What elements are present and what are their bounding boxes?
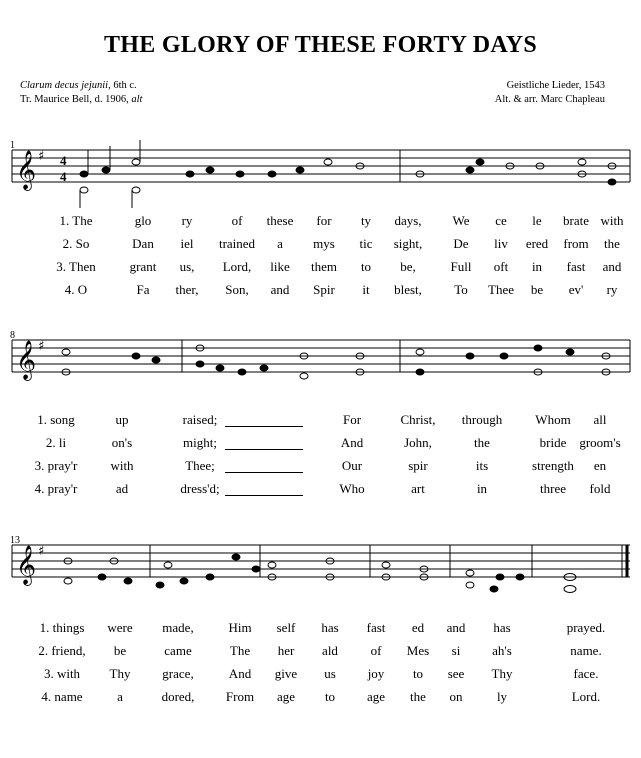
syllable: ad: [115, 481, 129, 496]
syllable: came: [164, 643, 192, 658]
syllable: on: [449, 689, 463, 704]
syllable: has: [321, 620, 339, 635]
syllable: prayed.: [566, 620, 606, 635]
syllable: bride: [539, 435, 567, 450]
syllable: We: [452, 213, 470, 228]
measure-number-1: 1: [10, 140, 15, 151]
syllable: Mes: [406, 643, 430, 658]
verse-2-line-2: [0, 435, 641, 453]
syllable: ce: [495, 213, 507, 228]
syllable: Son,: [225, 282, 249, 297]
music-staff-3: [10, 535, 635, 605]
syllable: ald: [322, 643, 338, 658]
staff-system-2: [10, 330, 635, 400]
syllable: might;: [183, 435, 217, 450]
syllable: ev': [568, 282, 584, 297]
syllable: them: [311, 259, 337, 274]
syllable: oft: [493, 259, 509, 274]
syllable: For: [342, 412, 362, 427]
syllable: And: [340, 435, 364, 450]
syllable: for: [316, 213, 332, 228]
syllable: From: [225, 689, 255, 704]
verse-3-line-2: [0, 458, 641, 476]
syllable: with: [600, 213, 624, 228]
syllable: a: [277, 236, 283, 251]
latin-source-date: , 6th c.: [108, 80, 137, 91]
syllable: a: [117, 689, 123, 704]
syllable: Fa: [136, 282, 150, 297]
syllable: Thee: [488, 282, 514, 297]
latin-source: Clarum decus jejunii: [20, 80, 109, 91]
verse-1-line-1: [0, 213, 641, 231]
syllable: Christ,: [400, 412, 436, 427]
hymn-title: THE GLORY OF THESE FORTY DAYS: [103, 32, 538, 58]
tune-credits: [495, 79, 605, 107]
syllable: iel: [180, 236, 194, 251]
syllable: Dan: [132, 236, 154, 251]
syllable: groom's: [579, 435, 621, 450]
time-sig-top: 4: [60, 153, 67, 168]
syllable: trained: [218, 236, 256, 251]
syllable: self: [276, 620, 296, 635]
syllable: be: [530, 282, 544, 297]
syllable: blest,: [394, 282, 422, 297]
svg-text:♯: ♯: [38, 339, 45, 354]
syllable: spir: [408, 458, 428, 473]
syllable: see: [447, 666, 465, 681]
syllable: ed: [411, 620, 425, 635]
syllable: grant: [129, 259, 157, 274]
verse-1-line-2: [0, 412, 641, 430]
syllable: 3. with: [43, 666, 81, 681]
syllable: The: [229, 643, 251, 658]
staff-system-1: [10, 140, 635, 210]
syllable: be: [113, 643, 127, 658]
syllable: made,: [162, 620, 194, 635]
syllable: dored,: [161, 689, 195, 704]
syllable: fold: [589, 481, 611, 496]
syllable: and: [446, 620, 466, 635]
syllable: of: [231, 213, 243, 228]
syllable: glo: [134, 213, 152, 228]
measure-number-13: 13: [10, 535, 20, 546]
extender-line: [225, 495, 303, 496]
syllable: 2. friend,: [38, 643, 86, 658]
syllable: joy: [367, 666, 385, 681]
syllable: us: [324, 666, 336, 681]
text-credits: [20, 79, 142, 107]
syllable: Lord,: [222, 259, 252, 274]
syllable: art: [411, 481, 425, 496]
syllable: all: [593, 412, 607, 427]
music-staff-2: [10, 330, 635, 400]
syllable: through: [461, 412, 503, 427]
syllable: To: [454, 282, 468, 297]
syllable: Him: [228, 620, 252, 635]
verse-1-line-3: [0, 620, 641, 638]
verse-4-line-2: [0, 481, 641, 499]
syllable: ah's: [492, 643, 512, 658]
syllable: ly: [496, 689, 508, 704]
syllable: give: [274, 666, 298, 681]
syllable: raised;: [182, 412, 218, 427]
syllable: age: [276, 689, 296, 704]
translator-credit: Tr. Maurice Bell, d. 1906,: [20, 94, 132, 105]
syllable: 2. So: [62, 236, 90, 251]
syllable: John,: [404, 435, 432, 450]
syllable: ry: [606, 282, 618, 297]
syllable: fast: [366, 620, 386, 635]
syllable: liv: [494, 236, 508, 251]
svg-text:♯: ♯: [38, 544, 45, 559]
syllable: ered: [525, 236, 549, 251]
syllable: three: [540, 481, 566, 496]
syllable: 4. O: [64, 282, 88, 297]
syllable: and: [602, 259, 622, 274]
measure-number-8: 8: [10, 330, 15, 341]
syllable: to: [360, 259, 372, 274]
syllable: the: [604, 236, 620, 251]
syllable: up: [115, 412, 129, 427]
verse-2-line-1: [0, 236, 641, 254]
syllable: in: [476, 481, 488, 496]
syllable: from: [563, 236, 589, 251]
syllable: Whom: [535, 412, 571, 427]
syllable: And: [228, 666, 252, 681]
syllable: 4. pray'r: [34, 481, 78, 496]
syllable: le: [532, 213, 542, 228]
syllable: 2. li: [45, 435, 67, 450]
syllable: strength: [532, 458, 574, 473]
svg-text:♯: ♯: [38, 149, 45, 164]
svg-text:𝄞: 𝄞: [16, 545, 37, 585]
syllable: with: [110, 458, 134, 473]
verse-2-line-3: [0, 643, 641, 661]
syllable: her: [277, 643, 295, 658]
verse-3-line-1: [0, 259, 641, 277]
syllable: has: [493, 620, 511, 635]
extender-line: [225, 449, 303, 450]
syllable: 1. The: [59, 213, 93, 228]
syllable: days,: [394, 213, 422, 228]
syllable: tic: [359, 236, 373, 251]
syllable: Lord.: [571, 689, 601, 704]
staff-system-3: [10, 535, 635, 605]
syllable: en: [593, 458, 607, 473]
syllable: on's: [111, 435, 133, 450]
syllable: in: [531, 259, 543, 274]
syllable: brate: [563, 213, 589, 228]
syllable: and: [270, 282, 290, 297]
tune-source: Geistliche Lieder, 1543: [506, 80, 605, 91]
svg-text:𝄞: 𝄞: [16, 150, 37, 190]
syllable: Thy: [109, 666, 131, 681]
syllable: of: [370, 643, 382, 658]
syllable: mys: [313, 236, 335, 251]
syllable: si: [451, 643, 461, 658]
arranger-credit: Alt. & arr. Marc Chapleau: [494, 94, 605, 105]
syllable: Spir: [313, 282, 335, 297]
syllable: like: [270, 259, 290, 274]
syllable: to: [324, 689, 336, 704]
syllable: age: [366, 689, 386, 704]
syllable: ther,: [175, 282, 199, 297]
syllable: De: [453, 236, 469, 251]
time-sig-bottom: 4: [60, 169, 67, 184]
syllable: it: [362, 282, 370, 297]
syllable: Full: [450, 259, 472, 274]
syllable: Thy: [491, 666, 513, 681]
syllable: Thee;: [185, 458, 215, 473]
syllable: us,: [179, 259, 195, 274]
syllable: 1. song: [37, 412, 75, 427]
syllable: 1. things: [39, 620, 85, 635]
syllable: fast: [566, 259, 586, 274]
syllable: Who: [339, 481, 365, 496]
altered-mark: alt: [131, 94, 143, 105]
verse-3-line-3: [0, 666, 641, 684]
syllable: the: [410, 689, 426, 704]
extender-line: [225, 472, 303, 473]
syllable: ty: [360, 213, 372, 228]
syllable: ry: [181, 213, 193, 228]
syllable: 3. Then: [56, 259, 96, 274]
syllable: these: [266, 213, 294, 228]
syllable: 3. pray'r: [34, 458, 78, 473]
syllable: to: [412, 666, 424, 681]
syllable: Our: [341, 458, 363, 473]
svg-text:𝄞: 𝄞: [16, 340, 37, 380]
syllable: name.: [570, 643, 602, 658]
verse-4-line-3: [0, 689, 641, 707]
syllable: dress'd;: [180, 481, 220, 496]
syllable: sight,: [393, 236, 423, 251]
syllable: the: [474, 435, 490, 450]
syllable: grace,: [162, 666, 194, 681]
syllable: face.: [573, 666, 599, 681]
verse-4-line-1: [0, 282, 641, 300]
syllable: 4. name: [41, 689, 83, 704]
syllable: its: [475, 458, 489, 473]
syllable: be,: [400, 259, 416, 274]
extender-line: [225, 426, 303, 427]
syllable: were: [107, 620, 133, 635]
music-staff-1: [10, 140, 635, 210]
